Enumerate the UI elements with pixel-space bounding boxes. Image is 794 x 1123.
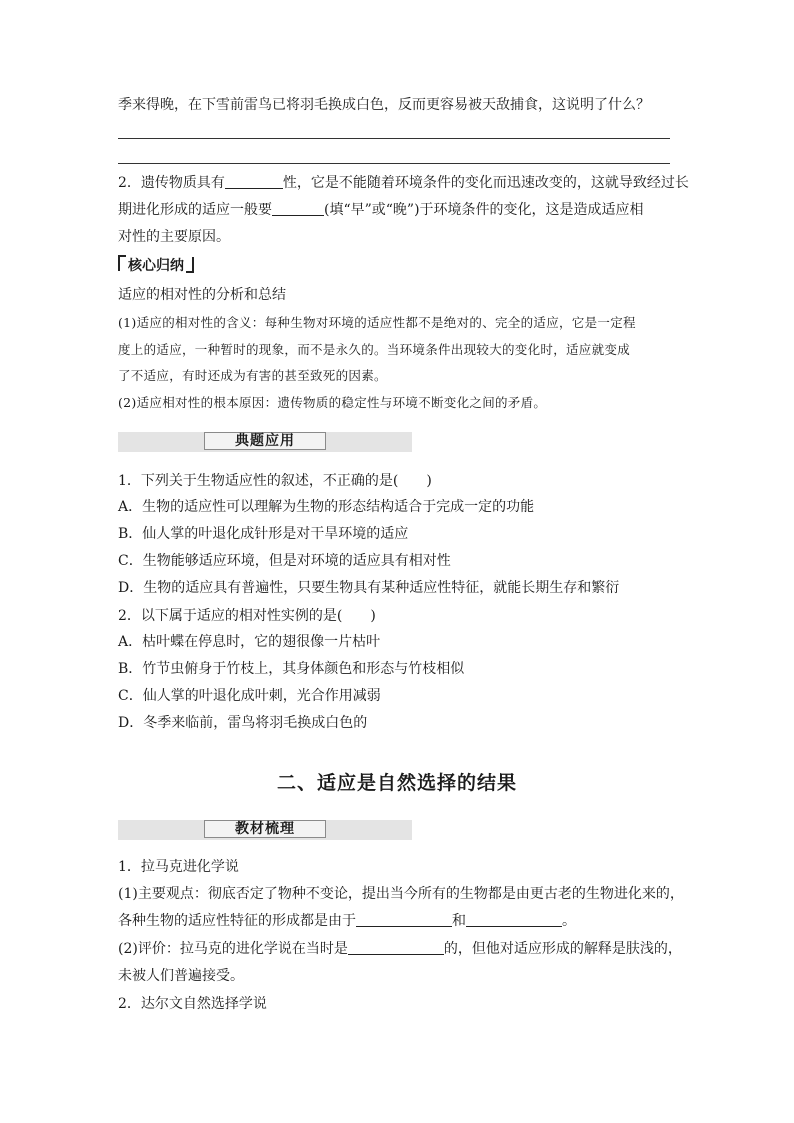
paragraph-line: (1)主要观点：彻底否定了物种不变论，提出当今所有的生物都是由更古老的生物进化来的， bbox=[118, 886, 684, 902]
subtitle: 适应的相对性的分析和总结 bbox=[118, 287, 286, 303]
core-summary-heading: 核心归纳 bbox=[118, 255, 194, 277]
fill-blank[interactable] bbox=[356, 912, 452, 927]
fill-blank[interactable] bbox=[272, 201, 324, 216]
paragraph-line: (2)适应相对性的根本原因：遗传物质的稳定性与环境不断变化之间的矛盾。 bbox=[118, 395, 547, 410]
item-heading: 2．达尔文自然选择学说 bbox=[118, 996, 267, 1012]
option[interactable]: B．仙人掌的叶退化成针形是对干旱环境的适应 bbox=[118, 526, 409, 542]
paragraph-line: 2．遗传物质具有 性，它是不能随着环境条件的变化而迅速改变的，这就导致经过长 bbox=[118, 175, 689, 191]
option[interactable]: D．冬季来临前，雷鸟将羽毛换成白色的 bbox=[118, 715, 368, 731]
answer-line bbox=[118, 138, 670, 139]
item-heading: 1．拉马克进化学说 bbox=[118, 859, 239, 875]
option[interactable]: B．竹节虫俯身于竹枝上，其身体颜色和形态与竹枝相似 bbox=[118, 661, 465, 677]
answer-line bbox=[118, 163, 670, 164]
section-title: 二、适应是自然选择的结果 bbox=[276, 772, 517, 794]
option[interactable]: D．生物的适应具有普遍性，只要生物具有某种适应性特征，就能长期生存和繁衍 bbox=[118, 580, 620, 596]
question-title: 1．下列关于生物适应性的叙述，不正确的是( ) bbox=[118, 473, 432, 489]
paragraph-line: 各种生物的适应性特征的形成都是由于 和 。 bbox=[118, 913, 576, 929]
fill-blank[interactable] bbox=[466, 912, 562, 927]
paragraph-line: 期进化形成的适应一般要 (填“早”或“晚”)于环境条件的变化，这是造成适应相 bbox=[118, 202, 644, 218]
option[interactable]: C．仙人掌的叶退化成叶刺，光合作用减弱 bbox=[118, 688, 381, 704]
paragraph-line: (1)适应的相对性的含义：每种生物对环境的适应性都不是绝对的、完全的适应，它是一定程 bbox=[118, 315, 636, 330]
option[interactable]: C．生物能够适应环境，但是对环境的适应具有相对性 bbox=[118, 553, 451, 569]
section-banner bbox=[118, 820, 412, 840]
section-banner bbox=[118, 432, 412, 452]
paragraph-line: 未被人们普遍接受。 bbox=[118, 968, 244, 984]
paragraph-line: 对性的主要原因。 bbox=[118, 229, 230, 245]
option[interactable]: A．枯叶蝶在停息时，它的翅很像一片枯叶 bbox=[118, 634, 381, 650]
option[interactable]: A．生物的适应性可以理解为生物的形态结构适合于完成一定的功能 bbox=[118, 499, 535, 515]
banner-label: 教材梳理 bbox=[204, 820, 326, 838]
question-text: 季来得晚，在下雪前雷鸟已将羽毛换成白色，反而更容易被天敌捕食，这说明了什么？ bbox=[118, 97, 650, 113]
fill-blank[interactable] bbox=[348, 940, 444, 955]
paragraph-line: 了不适应，有时还成为有害的甚至致死的因素。 bbox=[118, 368, 387, 383]
fill-blank[interactable] bbox=[225, 174, 283, 189]
question-title: 2．以下属于适应的相对性实例的是( ) bbox=[118, 608, 376, 624]
paragraph-line: (2)评价：拉马克的进化学说在当时是 的，但他对适应形成的解释是肤浅的， bbox=[118, 941, 682, 957]
paragraph-line: 度上的适应，一种暂时的现象，而不是永久的。当环境条件出现较大的变化时，适应就变成 bbox=[118, 342, 631, 357]
banner-label: 典题应用 bbox=[204, 432, 326, 450]
